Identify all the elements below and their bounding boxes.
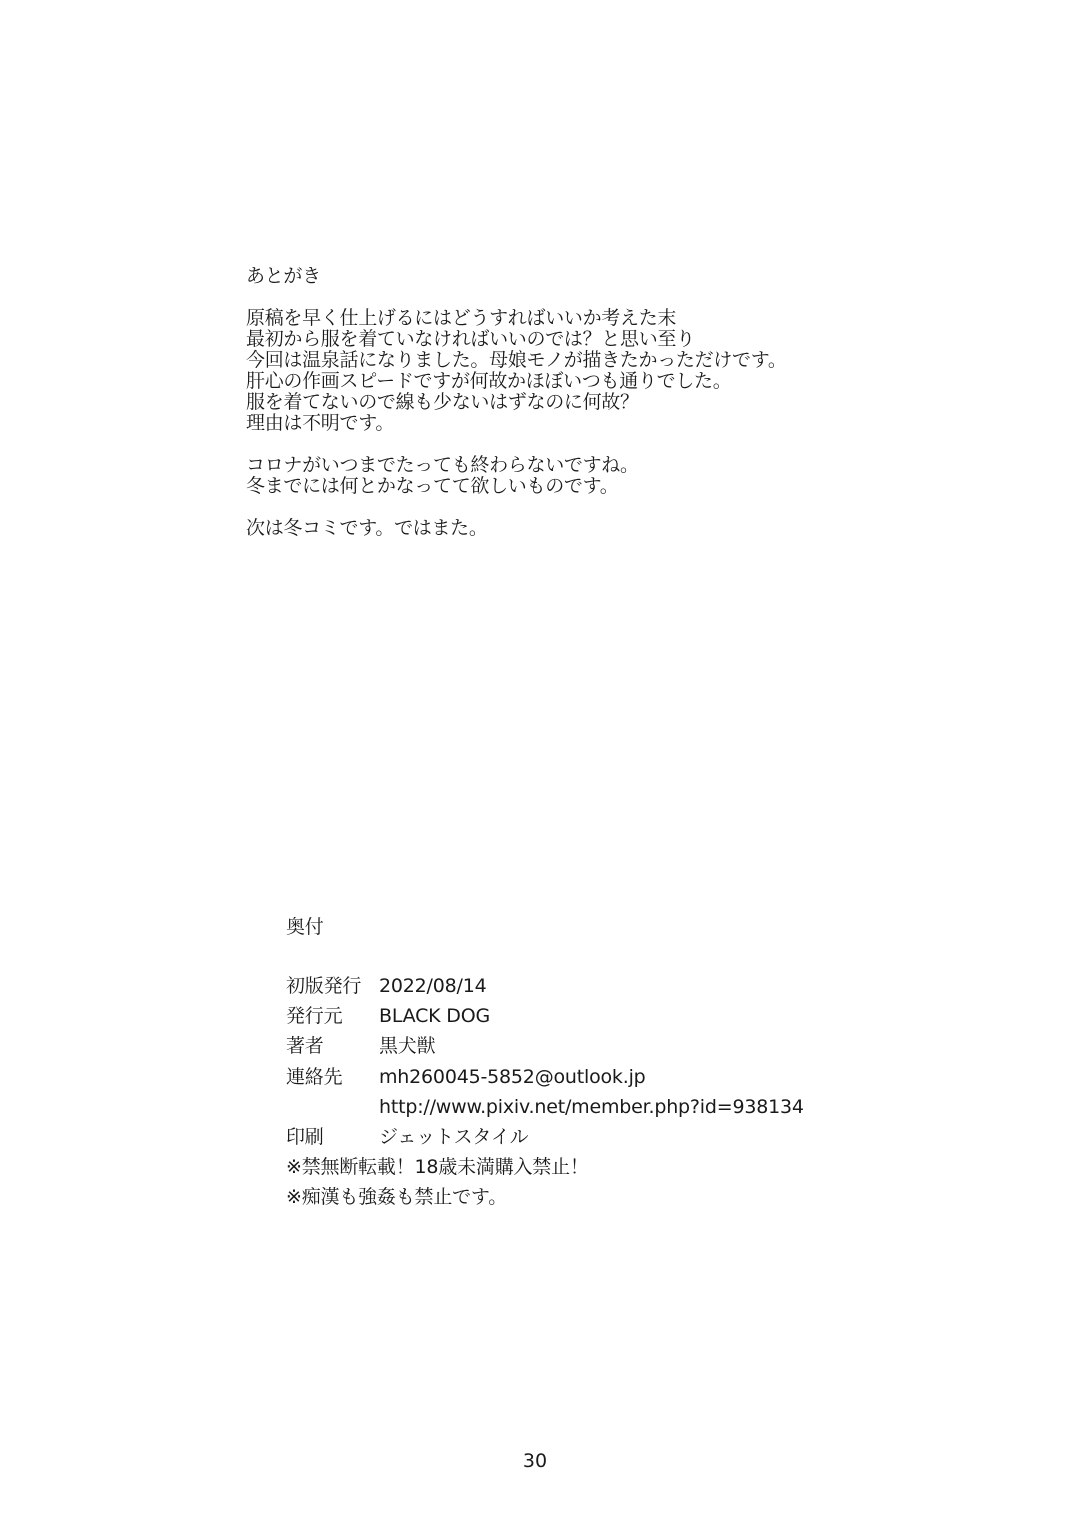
afterword-line: 冬までには何とかなってて欲しいものです。 bbox=[246, 475, 619, 497]
colophon-label: 発行元 bbox=[286, 1005, 343, 1028]
afterword-line: 次は冬コミです。ではまた。 bbox=[246, 517, 488, 539]
colophon-note: ※禁無断転載！18歳未満購入禁止！ bbox=[286, 1156, 589, 1179]
afterword-line: 今回は温泉話になりました。母娘モノが描きたかっただけです。 bbox=[246, 349, 787, 371]
printer-name: ジェットスタイル bbox=[379, 1125, 529, 1148]
page-number: 30 bbox=[522, 1450, 548, 1472]
afterword-line: 服を着てないので線も少ないはずなのに何故？ bbox=[246, 391, 639, 413]
publisher-name: BLACK DOG bbox=[379, 1005, 490, 1028]
publish-date: 2022/08/14 bbox=[379, 975, 487, 997]
colophon-row-first-edition bbox=[286, 971, 886, 1001]
colophon-row-contact-url bbox=[286, 1092, 886, 1122]
afterword-line: コロナがいつまでたっても終わらないですね。 bbox=[246, 454, 639, 476]
colophon-label bbox=[286, 1092, 379, 1122]
author-name: 黒犬獣 bbox=[379, 1035, 436, 1058]
colophon-label: 連絡先 bbox=[286, 1065, 343, 1088]
colophon-section bbox=[286, 912, 886, 1213]
colophon-note: ※痴漢も強姦も禁止です。 bbox=[286, 1186, 508, 1209]
afterword-paragraph bbox=[246, 308, 886, 434]
colophon-row-printer bbox=[286, 1122, 886, 1152]
colophon-row-publisher bbox=[286, 1001, 886, 1031]
afterword-heading: あとがき bbox=[246, 265, 321, 287]
afterword-line: 肝心の作画スピードですが何故かほぼいつも通りでした。 bbox=[246, 370, 732, 392]
afterword-paragraph bbox=[246, 518, 886, 539]
afterword-line: 最初から服を着ていなければいいのでは？と思い至り bbox=[246, 328, 695, 350]
contact-url: http://www.pixiv.net/member.php?id=938134 bbox=[379, 1095, 804, 1118]
afterword-line: 原稿を早く仕上げるにはどうすればいいか考えた末 bbox=[246, 307, 677, 329]
colophon-label: 印刷 bbox=[286, 1125, 324, 1148]
afterword-paragraph bbox=[246, 455, 886, 497]
colophon-label: 初版発行 bbox=[286, 975, 362, 997]
colophon-title: 奥付 bbox=[286, 916, 324, 938]
afterword-line: 理由は不明です。 bbox=[246, 412, 395, 434]
colophon-row-author bbox=[286, 1031, 886, 1061]
afterword-section bbox=[246, 266, 886, 560]
colophon-label: 著者 bbox=[286, 1035, 324, 1058]
contact-email: mh260045-5852@outlook.jp bbox=[379, 1065, 646, 1088]
colophon-row-contact bbox=[286, 1062, 886, 1092]
